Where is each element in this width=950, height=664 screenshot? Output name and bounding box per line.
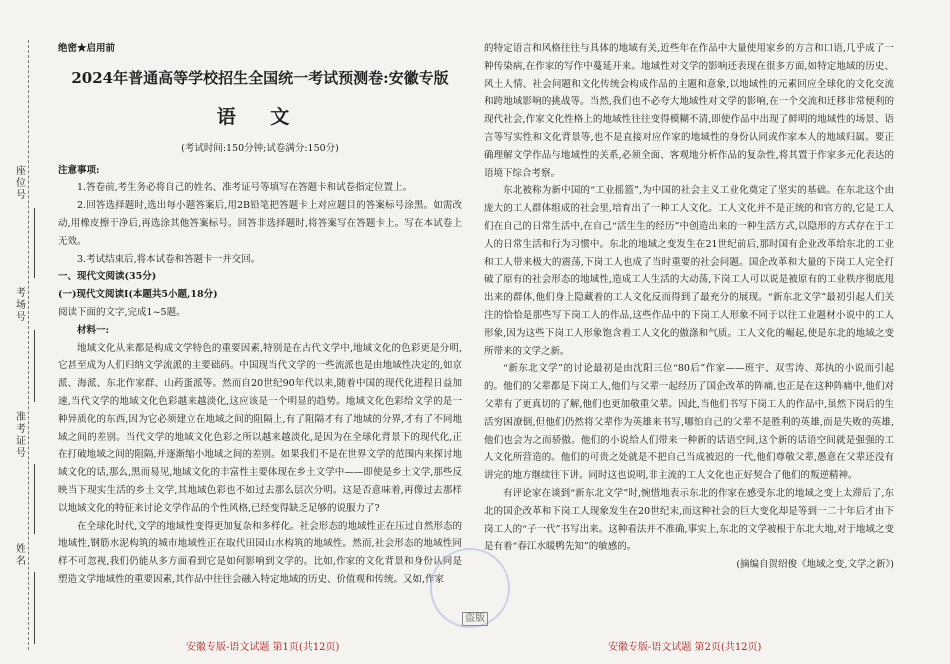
passage-paragraph: “新东北文学”的讨论最初是由沈阳三位“80后”作家——班宇、双雪涛、郑执的小说而引起的。他们的父辈都是下岗工人,他们与父辈一起经历了国企改革的阵痛,也正是在这种阵痛中,他们对父辈有了更真切的了解,他们也更加敬重父辈。因此,当他们书写下岗工人的作品中,虽然下岗后的生活穷困潦倒,但他们仍然将父辈作为英雄来书写,哪怕自己的父辈不是胜利的英雄,而是失败的英雄,他们也会为之而骄傲。他们的小说给人们带来一种新的话语空间,这个新的话语空间就是强强的工人文化所营造的。他们的可贵之处就是不把自己当成被迟的一代,他们尊敬父辈,愚意在父辈还没有讲完的地方继续往下讲。同时这也说明,非主流的工人文化也正好契合了他们的叛逆精神。 xyxy=(484,363,894,482)
footer-right-page-number: 安徽专版-语文试题 第2页(共12页) xyxy=(608,642,762,653)
subsection-heading: (一)现代文阅读Ⅰ(本题共5小题,18分) xyxy=(58,289,218,301)
exam-info: (考试时间:150分钟;试卷满分:150分) xyxy=(181,142,339,154)
right-page xyxy=(484,40,894,574)
notes-heading: 注意事项: xyxy=(58,164,100,176)
passage-paragraph: 东北被称为新中国的“工业摇篮”,为中国的社会主义工业化奠定了坚实的基础。在东北这个由庞大的工人群体组成的社会里,培育出了一种工人文化。工人文化并不是正统的和官方的,它是工人们在自己的日常生活中,在自己“活生生的经历”中创造出来的一种生活方式,以隐形的方式存在于工人的日常生活和行为习惯中。东北的地域之变发生在21世纪前后,那时国有企业改革给东北的工业和工人带来极大的震荡,下岗工人也成了当时重要的社会问题。国企改革和大量的下岗工人完全打破了原有的社会形态的地域性,造成工人生活的大动荡,下岗工人可以说是被原有的工业秩序彻底甩出来的群体,他们身上隐藏着的工人文化反而得到了最充分的展现。“新东北文学”最初引起人们关注的恰恰是那些写下岗工人的作品,这些作品中的下岗工人形象不同于以往工业题材小说中的工人形象,因为这些下岗工人形象饱含着工人文化的傲涤和气质。工人文化的崛起,使是东北的地域之变所带来的文学之新。 xyxy=(484,185,894,357)
seat-field-line xyxy=(34,208,35,278)
admission-field-label: 准考证号 xyxy=(16,412,26,459)
exam-no-field-line xyxy=(34,330,35,402)
reading-instruction: 阅读下面的文字,完成1~5题。 xyxy=(58,306,186,318)
binding-margin xyxy=(0,0,58,664)
left-page xyxy=(58,40,462,589)
material-label: 材料一: xyxy=(77,324,110,336)
exam-no-field-label: 考场号 xyxy=(16,288,26,323)
binding-dashed-line xyxy=(28,40,29,650)
subject-title: 语 文 xyxy=(216,105,304,128)
note-item: 2.回答选择题时,选出每小题答案后,用2B铅笔把答题卡上对应题目的答案标号涂黑。如需改动,用橡皮擦干净后,再选涂其他答案标号。回答非选择题时,将答案写在答题卡上。写在本试卷上无效。 xyxy=(58,200,462,247)
passage-paragraph: 有评论家在谈到“新东北文学”时,惋惜地表示东北的作家在感受东北的地域之变上太滞后了,东北的国企改革和下岗工人现象发生在20世纪末,而这种社会的巨大变化却是等到一二十年后才由下岗工人的“子一代”书写出来。这种看法并不准确,事实上,东北的文学被根于东北大地,对于地域之变是有着“春江水暖鸭先知”的敏感的。 xyxy=(484,487,894,553)
confidential-label: 绝密★启用前 xyxy=(58,43,116,54)
passage-paragraph: 地域文化从来都是构成文学特色的重要因素,特别是在古代文学中,地域文化的色彩更是分明,它甚至成为人们归纳文学流派的主要础码。中国现当代文学的一些流派也是由地域性决定的,如京派、海派、东北作家群、山药蛋派等。然而自20世纪90年代以来,随着中国的现代化进程日益加速,当代文学的地域文化色彩越来越淡化,这应该是一个明显的趋势。地域文化色彩给文学的是一种异质化的东西,因为它必须建立在地域之间的阻隔上,有了阻隔才有了地域的分界,才有了不同地域之间的差别。当代文学的地域文化色彩之所以越来越淡化,是因为在全球化背景下的现代化,正在打破地域之间的阻隔,并逐渐缩小地域之间的差别。如果我们不是在世界文学的范围内来探讨地域文化的话,那么,黑而易见,地域文化的丰富性主要体现在乡土文学中——即使是乡土文学,那些反映当下现实生活的乡土文学,其地域色彩也不如过去那么层次分明。这是否意味着,再像过去那样以地域文化的特征来讨论文学作品的个性风格,已经变得缺乏足够的说服力了? xyxy=(58,342,462,514)
source-citation: (摘编自贺绍俊《地域之变,文学之新》) xyxy=(736,559,894,571)
footer-left-page-number: 安徽专版-语文试题 第1页(共12页) xyxy=(186,642,340,653)
note-item: 3.考试结束后,将本试卷和答题卡一并交回。 xyxy=(77,253,261,265)
exam-title: 2024年普通高等学校招生全国统一考试预测卷:安徽专版 xyxy=(71,68,449,87)
name-field-label: 姓名 xyxy=(16,544,26,567)
admission-field-line xyxy=(34,464,35,534)
section-heading: 一、现代文阅读(35分) xyxy=(58,271,157,283)
passage-paragraph: 的特定语言和风格往往与具体的地域有关,近些年在作品中大量使用家乡的方言和口语,几乎成了一种传染病,在作家的写作中蔓延开来。地域性对文学的影响还表现在很多方面,如特定地域的历史、风土人情、社会问题和文化传统会构成作品的主题和意象,以地域性的元素回应全球化的文化交流和跨地域影响的挑战等。当然,我们也不必夸大地域性对文学的影响,在一个交流和迁移非常便利的现代社会,作家文化性格上的地域性往往变得模糊不清,即使作品中出现了鲜明的地域性的场景、语言等写实性和文化背景等,也不是直接对应作家的地域性的身份认同或作家本人的地域归属。要正确理解文学作品与地域性的关系,必须全面、客观地分析作品的复杂性,将其置于作家多元化表达的语境下综合考察。 xyxy=(484,43,894,179)
watermark-label: 盗版 xyxy=(462,612,488,626)
name-field-line xyxy=(34,572,35,644)
passage-paragraph: 在全球化时代,文学的地域性变得更加复杂和多样化。社会形态的地域性正在压过自然形态的地域性,钢筋水泥构筑的城市地域性正在取代田园山水构筑的地域性。然而,社会形态的地域性同样不可忽视,我们仍能从多方面看到它是如何影响到文学的。比如,作家的文化背景和身份认同是塑造文学地域性的重要因素,其作品中往往会融入特定地域的历史、价值观和传统。又如,作家 xyxy=(58,520,462,585)
note-item: 1.答卷前,考生务必将自己的姓名、准考证号等填写在答题卡和试卷指定位置上。 xyxy=(77,182,413,194)
seat-field-label: 座位号 xyxy=(16,166,26,201)
